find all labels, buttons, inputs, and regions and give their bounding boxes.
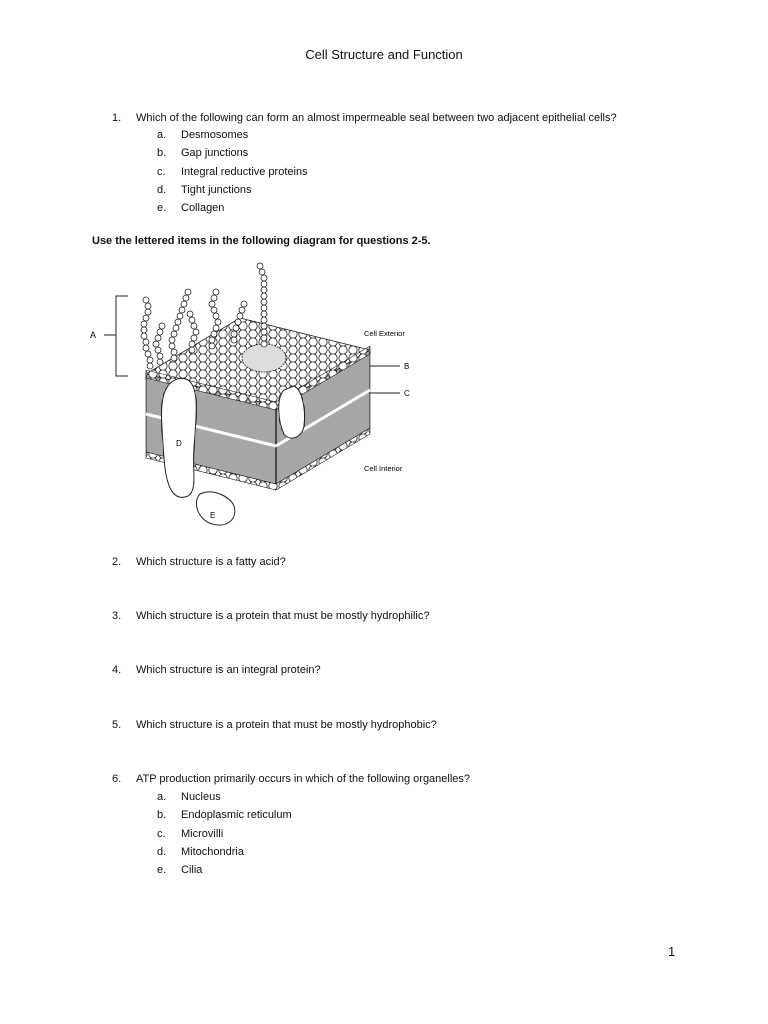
option-text: Gap junctions (181, 147, 249, 160)
option-letter: a. (157, 791, 167, 803)
option-text: Tight junctions (181, 183, 252, 196)
label-cell-exterior: Cell Exterior (364, 329, 405, 338)
option-letter: c. (157, 827, 166, 840)
option-letter: d. (157, 183, 167, 196)
surface-protein (242, 344, 286, 372)
option-letter: e. (157, 864, 167, 877)
label-a-bracket (116, 296, 128, 376)
question-text: Which of the following can form an almost impermeable seal between two adjacent epithelial cells? (136, 112, 617, 124)
question-number: 5. (112, 719, 122, 731)
integral-protein-d (162, 378, 197, 497)
option-text: Nucleus (181, 791, 221, 803)
question-number: 1. (112, 112, 122, 124)
question-text: Which structure is an integral protein? (136, 664, 321, 676)
label-c: C (404, 389, 410, 398)
question-number: 6. (112, 773, 122, 785)
option-text: Mitochondria (181, 845, 244, 858)
option-letter: b. (157, 809, 167, 822)
question-number: 3. (112, 610, 122, 622)
label-e: E (210, 511, 216, 520)
question-text: Which structure is a fatty acid? (136, 556, 286, 568)
option-text: Desmosomes (181, 129, 249, 141)
question-number: 4. (112, 664, 122, 676)
cell-membrane-diagram (88, 258, 428, 543)
option-letter: a. (157, 129, 167, 141)
option-letter: e. (157, 202, 167, 215)
diagram-instruction: Use the lettered items in the following diagram for questions 2-5. (92, 235, 431, 247)
label-a: A (90, 330, 97, 340)
option-text: Endoplasmic reticulum (181, 809, 292, 822)
label-b: B (404, 362, 410, 371)
membrane-illustration (88, 258, 428, 543)
option-letter: c. (157, 165, 166, 178)
integral-protein-right (279, 386, 305, 438)
option-text: Integral reductive proteins (181, 165, 308, 178)
label-cell-interior: Cell Interior (364, 464, 403, 473)
page-title: Cell Structure and Function (305, 47, 463, 62)
option-letter: d. (157, 845, 167, 858)
label-d: D (176, 439, 182, 448)
option-text: Cilia (181, 864, 203, 877)
peripheral-protein-e (196, 492, 234, 525)
option-letter: b. (157, 147, 167, 160)
question-text: Which structure is a protein that must be mostly hydrophobic? (136, 719, 437, 731)
option-text: Microvilli (181, 827, 224, 840)
question-text: Which structure is a protein that must be mostly hydrophilic? (136, 610, 430, 622)
question-number: 2. (112, 556, 122, 568)
question-text: ATP production primarily occurs in which of the following organelles? (136, 773, 471, 785)
page-number: 1 (668, 944, 676, 959)
option-text: Collagen (181, 202, 225, 215)
